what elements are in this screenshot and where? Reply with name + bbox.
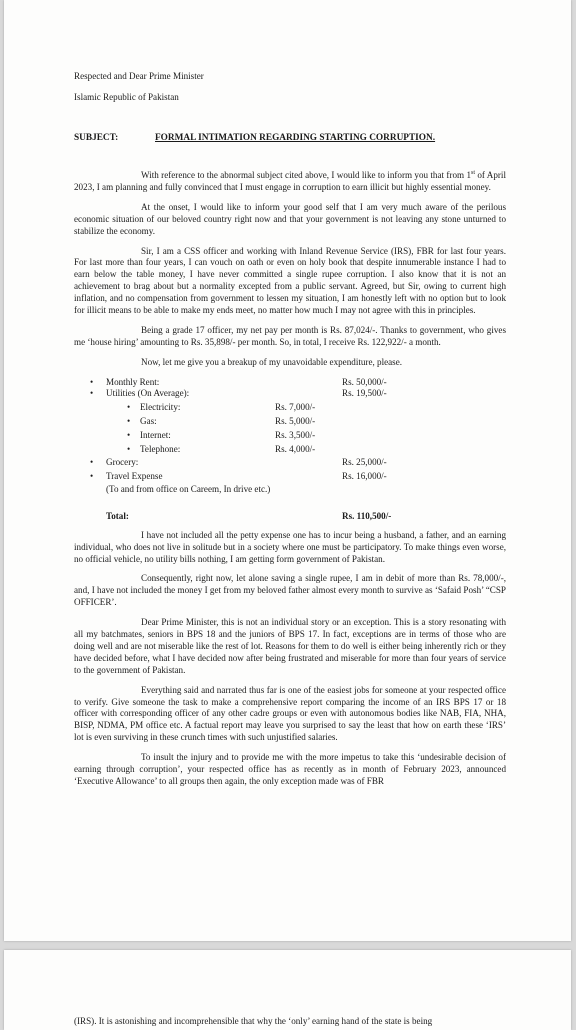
address-block (74, 71, 506, 113)
paragraph-4: Being a grade 17 officer, my net pay per month is Rs. 87,024/-. Thanks to government, who gives me ‘house hiring’ amounting to Rs. 35,898/- per month. So, in total, I receive Rs. 122,922/- a month. (74, 324, 506, 347)
total-label: Total: (106, 510, 129, 521)
page-2-first-line: (IRS). It is astonishing and incomprehensible that why the ‘only’ earning hand of the state is being (74, 1016, 433, 1026)
letter-page-2 (4, 950, 571, 1030)
expense-label: Utilities (On Average): (106, 387, 190, 398)
bullet-icon: • (90, 387, 94, 398)
expense-label: Gas: (140, 415, 157, 426)
expense-label: Monthly Rent: (106, 376, 160, 387)
paragraph-1-prefix: With reference to the abnormal subject cited above, I would like to inform you that from (141, 170, 465, 180)
subject-text: FORMAL INTIMATION REGARDING STARTING CORRUPTION. (155, 133, 436, 143)
expense-amount: Rs. 19,500/- (342, 387, 387, 398)
paragraph-5: Now, let me give you a breakup of my unavoidable expenditure, please. (141, 356, 403, 367)
letter-page-1 (4, 0, 571, 941)
bullet-icon: • (127, 401, 131, 412)
expense-list (74, 377, 506, 527)
subject-label: SUBJECT: (74, 133, 119, 143)
subject-line (74, 133, 435, 143)
letter-body (74, 170, 506, 796)
expense-amount: Rs. 7,000/- (275, 401, 316, 412)
bullet-icon: • (127, 415, 131, 426)
bullet-icon: • (127, 429, 131, 440)
paragraph-1-sup: st (470, 169, 475, 176)
expense-label: Telephone: (140, 443, 181, 454)
paragraph-7: Consequently, right now, let alone saving a single rupee, I am in debit of more than Rs. 78,000/-, and, I have not included the money I get from my beloved father almost every month to survive as ‘Safaid Posh’ “CSP OFFICER’. (74, 573, 506, 608)
expense-amount: Rs. 3,500/- (275, 429, 316, 440)
bullet-icon: • (90, 376, 94, 387)
bullet-icon: • (90, 470, 94, 481)
paragraph-8: Dear Prime Minister, this is not an individual story or an exception. This is a story resonating with all my batchmates, seniors in BPS 18 and the juniors of BPS 17. In fact, exceptions are in terms of those who are doing well and are not miserable like the rest of lot. Reasons for them to do well is either being inherently rich or they have decided before, what I have decided now after being frustrated and miserable for more than four years of service to the government of Pakistan. (74, 617, 506, 675)
expense-amount: Rs. 4,000/- (275, 443, 316, 454)
paragraph-2: At the onset, I would like to inform your good self that I am very much aware of the perilous economic situation of our beloved country right now and that your government is not leaving any stone unturned to stabilize the economy. (74, 201, 506, 236)
paragraph-10: To insult the injury and to provide me with the more impetus to take this ‘undesirable decision of earning through corruption’, your respected office has as recently as in month of February 2023, announced ‘Executive Allowance’ to all groups then again, the only exception made was of FBR (74, 752, 506, 786)
expense-amount: Rs. 50,000/- (342, 376, 387, 387)
expense-amount: Rs. 25,000/- (342, 456, 387, 467)
paragraph-3: Sir, I am a CSS officer and working with Inland Revenue Service (IRS), FBR for last four years. For last more than four years, I can vouch on oath or even on holy book that despite innumerable instance I had to earn below the table money, I have never committed a single rupee corruption. I also know that it is not an achievement to brag about but a normality excepted from a public servant. Agreed, but Sir, owing to current high inflation, and no compensation from government to lessen my situation, I am honestly left with no option but to look for illicit means to be able to make my ends meet, no matter how much I may not agree with this in principles. (74, 245, 506, 316)
expense-label: Grocery: (106, 456, 139, 467)
expense-label: Travel Expense (106, 470, 163, 481)
paragraph-1-rest: of April 2023, I am planning and fully convinced that I must engage in corruption to earn illicit but highly essential money. (74, 170, 506, 192)
expense-label: Internet: (140, 429, 171, 440)
addressee: Islamic Republic of Pakistan (74, 91, 179, 102)
paragraph-6: I have not included all the petty expense one has to incur being a husband, a father, and an earning individual, who does not live in solitude but in a society where one must be participatory. To make things even worse, no official vehicle, no utility bills nothing, I am getting form government of Pakistan. (74, 529, 506, 564)
expense-total (74, 511, 506, 525)
expense-label: Electricity: (140, 401, 181, 412)
paragraph-9: Everything said and narrated thus far is one of the easiest jobs for someone at your respected office to verify. Give someone the task to make a comprehensive report comparing the income of an IRS BPS 17 or 18 officer with corresponding officer of any other cadre groups or even with autonomous bodies like NAB, FIA, NHA, BISP, NDMA, PM office etc. A factual report may leave you surprised to say the least that how on earth these ‘IRS’ lot is even surviving in these crunch times with such unjustified salaries. (74, 684, 506, 743)
expense-amount: Rs. 5,000/- (275, 415, 316, 426)
salutation: Respected and Dear Prime Minister (74, 71, 204, 81)
bullet-icon: • (90, 456, 94, 467)
expense-amount: Rs. 16,000/- (342, 470, 387, 481)
bullet-icon: • (127, 443, 131, 454)
total-amount: Rs. 110,500/- (342, 510, 392, 521)
paragraph-1 (74, 170, 506, 194)
paragraph-1-day: 1 (466, 170, 471, 180)
travel-note: (To and from office on Careem, In drive etc.) (106, 483, 271, 494)
